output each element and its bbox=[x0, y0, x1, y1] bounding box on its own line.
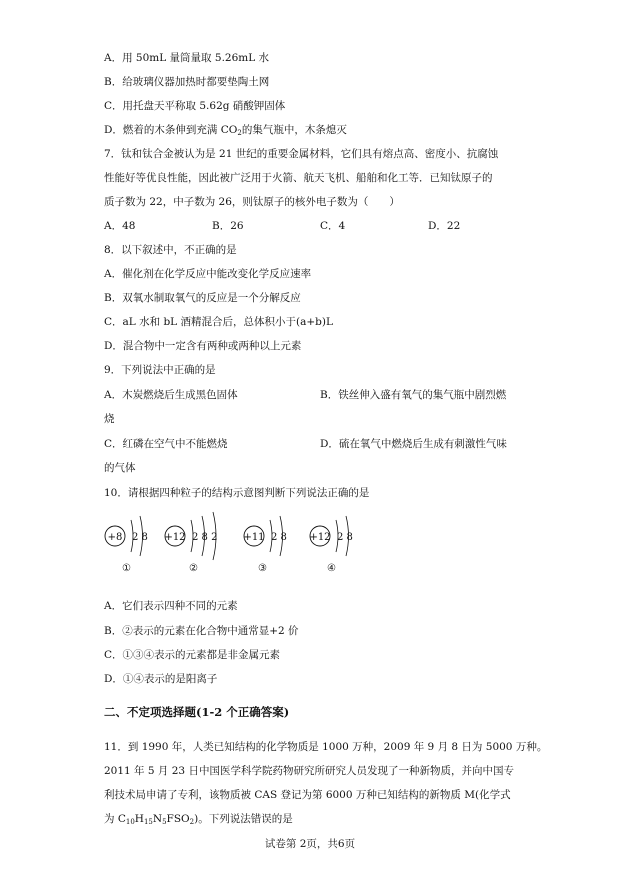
q7-option-a: A．48 bbox=[104, 220, 136, 232]
question-11-line-1: 11．到 1990 年，人类已知结构的化学物质是 1000 万种，2009 年 9 月 8 日为 5000 万种。 bbox=[104, 741, 548, 753]
q9-option-b-cont: 烧 bbox=[104, 413, 115, 425]
option-c-line: C．用托盘天平称取 5.62g 硝酸钾固体 bbox=[104, 100, 286, 112]
question-8: 8．以下叙述中，不正确的是 bbox=[104, 244, 237, 256]
nucleus-charge: +12 bbox=[309, 532, 331, 543]
q8-option-a: A．催化剂在化学反应中能改变化学反应速率 bbox=[104, 268, 312, 280]
atom-label: ① bbox=[122, 563, 131, 574]
atom-diagram-4 bbox=[308, 512, 368, 572]
question-11-line-3: 利技术局申请了专利，该物质被 CAS 登记为第 6000 万种已知结构的新物质 M(化学式 bbox=[104, 789, 511, 801]
option-d-line bbox=[104, 123, 347, 140]
atom-diagram-2 bbox=[163, 512, 233, 572]
shell-electrons: 2 8 bbox=[337, 532, 353, 543]
q7-option-b: B．26 bbox=[212, 220, 244, 232]
atom-label: ④ bbox=[327, 563, 336, 574]
nucleus-charge: +12 bbox=[164, 532, 186, 543]
nucleus-charge: +11 bbox=[243, 532, 265, 543]
section-heading: 二、不定项选择题(1-2 个正确答案) bbox=[104, 705, 290, 719]
question-7-line-3: 质子数为 22，中子数为 26，则钛原子的核外电子数为（ ） bbox=[104, 196, 400, 208]
subscript: 5 bbox=[162, 818, 167, 826]
q10-option-b: B．②表示的元素在化合物中通常显+2 价 bbox=[104, 625, 299, 637]
q9-option-d: D．硫在氧气中燃烧后生成有刺激性气味 bbox=[320, 438, 507, 450]
subscript: 2 bbox=[189, 818, 195, 826]
q10-option-a: A．它们表示四种不同的元素 bbox=[104, 600, 238, 612]
nucleus-charge: +8 bbox=[107, 532, 123, 543]
subscript: 2 bbox=[237, 129, 242, 137]
formula-text: 为 C bbox=[104, 813, 126, 825]
subscript: 15 bbox=[143, 818, 153, 826]
atom-diagram-3 bbox=[242, 512, 302, 572]
question-7-line-1: 7．钛和钛合金被认为是 21 世纪的重要金属材料，它们具有熔点高、密度小、抗腐蚀 bbox=[104, 148, 499, 160]
option-b-line: B．给玻璃仪器加热时都要垫陶土网 bbox=[104, 76, 270, 88]
subscript: 10 bbox=[125, 818, 135, 826]
q8-option-c: C．aL 水和 bL 酒精混合后，总体积小于(a+b)L bbox=[104, 316, 333, 328]
atom-diagram-1 bbox=[104, 512, 164, 572]
atom-label: ② bbox=[189, 563, 198, 574]
question-10: 10．请根据四种粒子的结构示意图判断下列说法正确的是 bbox=[104, 487, 370, 499]
q7-option-c: C．4 bbox=[320, 220, 346, 232]
formula-text: FSO bbox=[166, 813, 190, 825]
question-11-line-4 bbox=[104, 812, 293, 829]
q10-option-c: C．①③④表示的元素都是非金属元素 bbox=[104, 649, 281, 661]
formula-text: N bbox=[152, 813, 163, 825]
question-9: 9．下列说法中正确的是 bbox=[104, 364, 216, 376]
question-7-line-2: 性能好等优良性能，因此被广泛用于火箭、航天飞机、船舶和化工等．已知钛原子的 bbox=[104, 172, 493, 184]
q10-option-d: D．①④表示的是阳离子 bbox=[104, 673, 218, 685]
option-d-text-end: 的集气瓶中，木条熄灭 bbox=[241, 124, 347, 136]
q9-option-b: B．铁丝伸入盛有氧气的集气瓶中剧烈燃 bbox=[320, 389, 507, 401]
shell-electrons: 2 8 2 bbox=[192, 532, 218, 543]
q9-option-a: A．木炭燃烧后生成黑色固体 bbox=[104, 389, 238, 401]
q8-option-d: D．混合物中一定含有两种或两种以上元素 bbox=[104, 340, 302, 352]
formula-text-end: )。下列说法错误的是 bbox=[194, 813, 293, 825]
q7-option-d: D．22 bbox=[428, 220, 461, 232]
question-11-line-2: 2011 年 5 月 23 日中国医学科学院药物研究所研究人员发现了一种新物质，并向中国专 bbox=[104, 765, 514, 777]
atom-label: ③ bbox=[258, 563, 267, 574]
page-footer: 试卷第 2页，共6页 bbox=[264, 838, 356, 850]
shell-electrons: 2 8 bbox=[132, 532, 148, 543]
formula-text: H bbox=[134, 813, 144, 825]
shell-electrons: 2 8 bbox=[271, 532, 287, 543]
q8-option-b: B．双氧水制取氧气的反应是一个分解反应 bbox=[104, 292, 301, 304]
option-a-line: A．用 50mL 量筒量取 5.26mL 水 bbox=[104, 52, 270, 64]
q9-option-d-cont: 的气体 bbox=[104, 462, 136, 474]
q9-option-c: C．红磷在空气中不能燃烧 bbox=[104, 438, 228, 450]
option-d-text: D．燃着的木条伸到充满 CO bbox=[104, 124, 238, 136]
